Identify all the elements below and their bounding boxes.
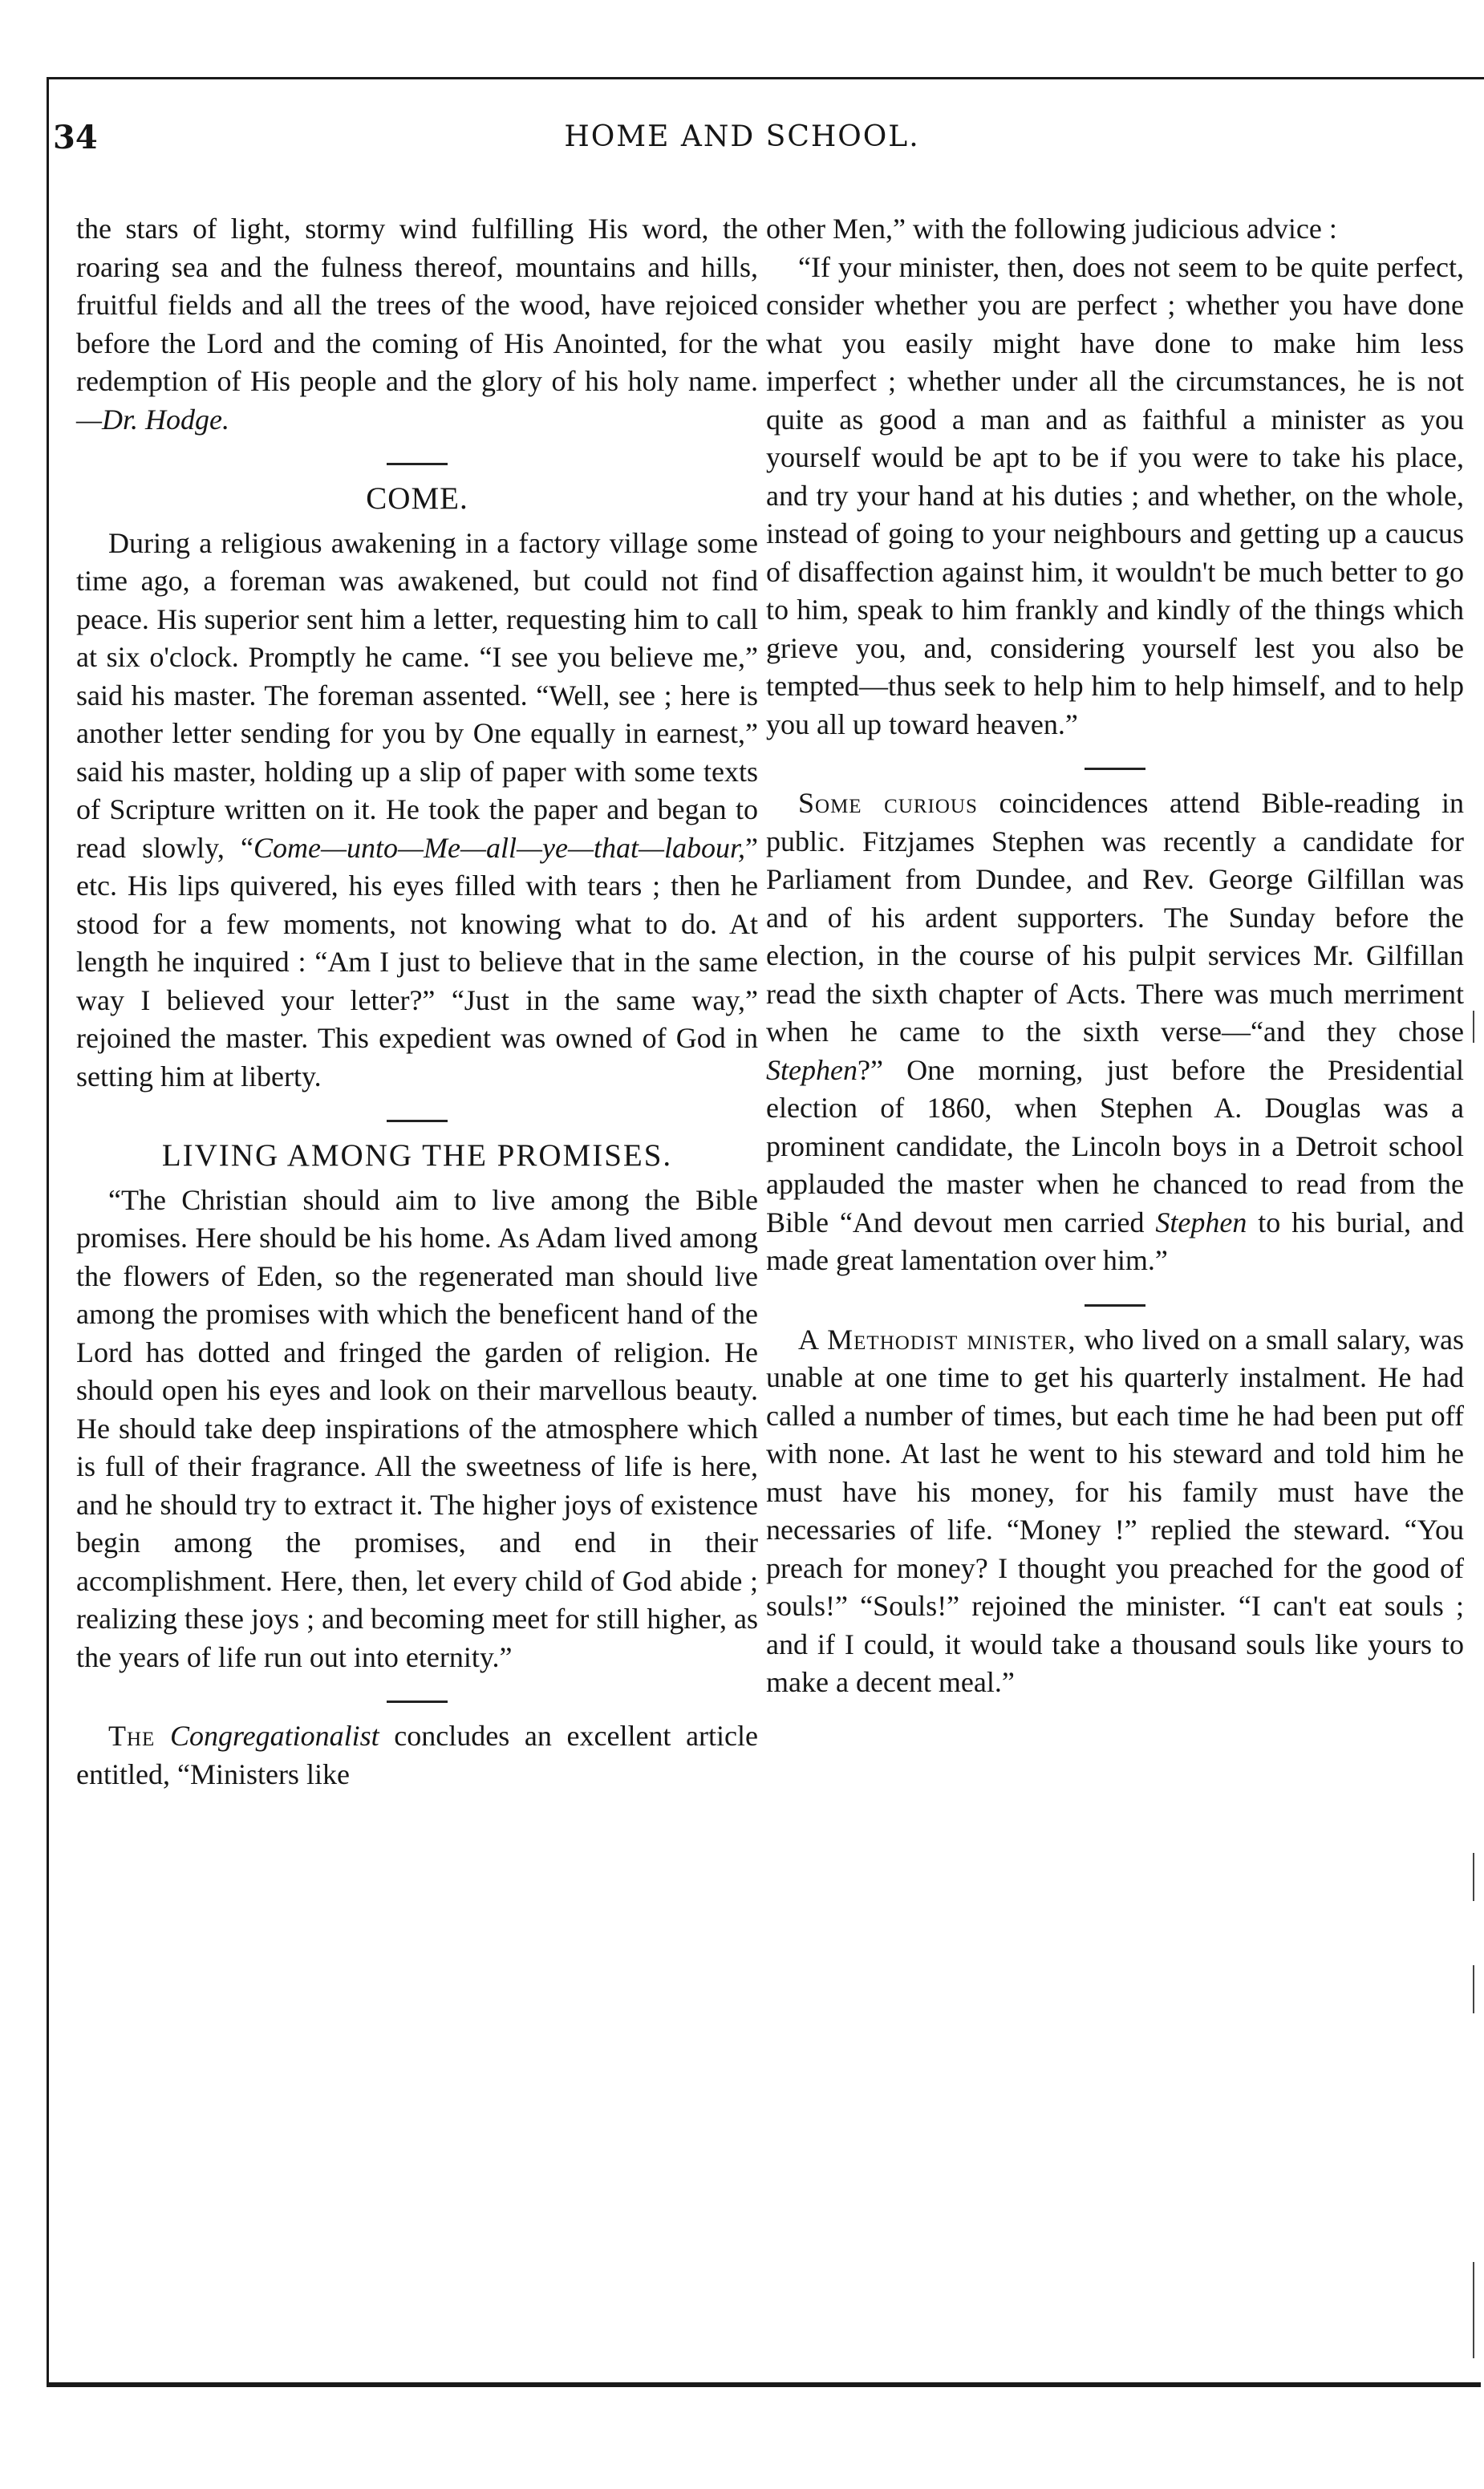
section-divider: [387, 1120, 448, 1122]
curious-text-1: coincidences attend Bible-reading in public. Fitzjames Stephen was recently a candidate for Parliament from Dundee, and Rev. George Gilfillan was and of his ardent supporters. The Sunday before the election, in the course of his pulpit services Mr. Gilfillan read the sixth chapter of Acts. There was much merriment when he came to the sixth verse—“and they chose: [766, 787, 1464, 1048]
come-heading: COME.: [366, 481, 468, 516]
promises-heading: LIVING AMONG THE PROMISES.: [161, 1138, 673, 1173]
congregationalist-rest: concludes an excellent article entitled, “Ministers like: [76, 1720, 758, 1790]
hodge-paragraph: [76, 210, 758, 439]
congregationalist-lead: The: [108, 1720, 156, 1752]
section-divider: [387, 1701, 448, 1703]
curious-lead: Some curious: [798, 787, 978, 819]
section-divider: [1085, 1304, 1145, 1307]
come-text-2: ” etc. His lips quivered, his eyes filled with tears ; then he stood for a few moments, not knowing what to do. At length he inquired : “Am I just to believe that in the same way I believed your letter?” “Just in the same way,” rejoined the master. This expedient was owned of God in setting him at liberty.: [76, 831, 758, 1092]
left-column: [76, 210, 758, 1794]
right-margin-mark: [1473, 1011, 1474, 1043]
methodist-paragraph: [766, 1321, 1464, 1702]
right-column: [766, 210, 1464, 1702]
promises-paragraph: “The Christian should aim to live among the Bible promises. Here should be his home. As Adam lived among the flowers of Eden, so the regenerated man should live among the promises with which the beneficent hand of the Lord has dotted and fringed the garden of religion. He should open his eyes and look on their marvellous beauty. He should take deep inspirations of the atmosphere which is full of their fragrance. All the sweetness of life is here, and he should try to extract it. The higher joys of existence begin among the promises, and end in their accomplishment. Here, then, let every child of God abide ; realizing these joys ; and becoming meet for still higher, as the years of life run out into eternity.”: [76, 1183, 758, 1673]
curious-italic-1: Stephen: [766, 1053, 858, 1086]
come-paragraph: [76, 525, 758, 1097]
section-divider: [1085, 768, 1145, 770]
section-divider: [387, 463, 448, 465]
hodge-text: the stars of light, stormy wind fulfilling His word, the roaring sea and the fulness thereof, mountains and hills, fruitful fields and all the trees of the wood, have rejoiced before the Lord and the coming of His Anointed, for the redemption of His people and the glory of his holy name.: [76, 213, 758, 397]
page-number: 34: [53, 119, 98, 156]
right-margin-mark: [1473, 1965, 1474, 2013]
curious-italic-2: Stephen: [1155, 1206, 1247, 1238]
top-border-rule: [47, 77, 1484, 79]
methodist-text: who lived on a small salary, was unable at one time to get his quarterly instalment. He had called a number of times, but each time he had been put off with none. At last he went to his steward and told him he must have his money, for his family must have the necessaries of life. “Money !” replied the steward. “You preach for money? I thought you preached for the good of souls!” “Souls!” rejoined the minister. “I can't eat souls ; and if I could, it would take a thousand souls like yours to make a decent meal.”: [766, 1323, 1465, 1698]
congregationalist-paragraph: [76, 1717, 758, 1794]
methodist-lead: A Methodist minister,: [798, 1323, 1077, 1356]
running-title: HOME AND SCHOOL.: [564, 120, 920, 153]
left-border-rule: [47, 77, 49, 2387]
curious-text-3: to his burial, and made great lamentation over him.”: [766, 1206, 1464, 1276]
right-margin-mark: [1473, 2262, 1474, 2358]
come-quote: Come—unto—Me—all—ye—that—labour,: [253, 831, 746, 864]
right-margin-mark: [1473, 1853, 1474, 1901]
ministers-continuation: other Men,” with the following judicious advice :: [766, 213, 1337, 245]
bottom-border-rule: [47, 2382, 1481, 2387]
hodge-attribution: —Dr. Hodge.: [76, 403, 230, 436]
curious-text-2: ?” One morning, just before the Presidential election of 1860, when Stephen A. Douglas was a prominent candidate, the Lincoln boys in a Detroit school applauded the master when he chanced to read from the Bible “And devout men carried: [766, 1053, 1464, 1238]
ministers-quote: “If your minister, then, does not seem to be quite perfect, consider whether you are perfect ; whether you have done what you easily might have done to make him less imperfect ; whether under all the circumstances, he is not quite as good a man and as faithful a minister as you yourself would be apt to be if you were to take his place, and try your hand at his duties ; and whether, on the whole, instead of going to your neighbours and getting up a caucus of disaffection against him, it wouldn't be much better to go to him, speak to him frankly and kindly of the things which grieve you, and, considering yourself lest you also be tempted—thus seek to help him to help himself, and to help you all up toward heaven.”: [766, 250, 1464, 740]
come-text-1: During a religious awakening in a factory village some time ago, a foreman was awakened, but could not find peace. His superior sent him a letter, requesting him to call at six o'clock. Promptly he came. “I see you believe me,” said his master. The foreman assented. “Well, see ; here is another letter sending for you by One equally in earnest,” said his master, holding up a slip of paper with some texts of Scripture written on it. He took the paper and began to read slowly, “: [76, 526, 758, 864]
congregationalist-title: Congregationalist: [169, 1720, 379, 1752]
curious-paragraph: [766, 784, 1464, 1280]
